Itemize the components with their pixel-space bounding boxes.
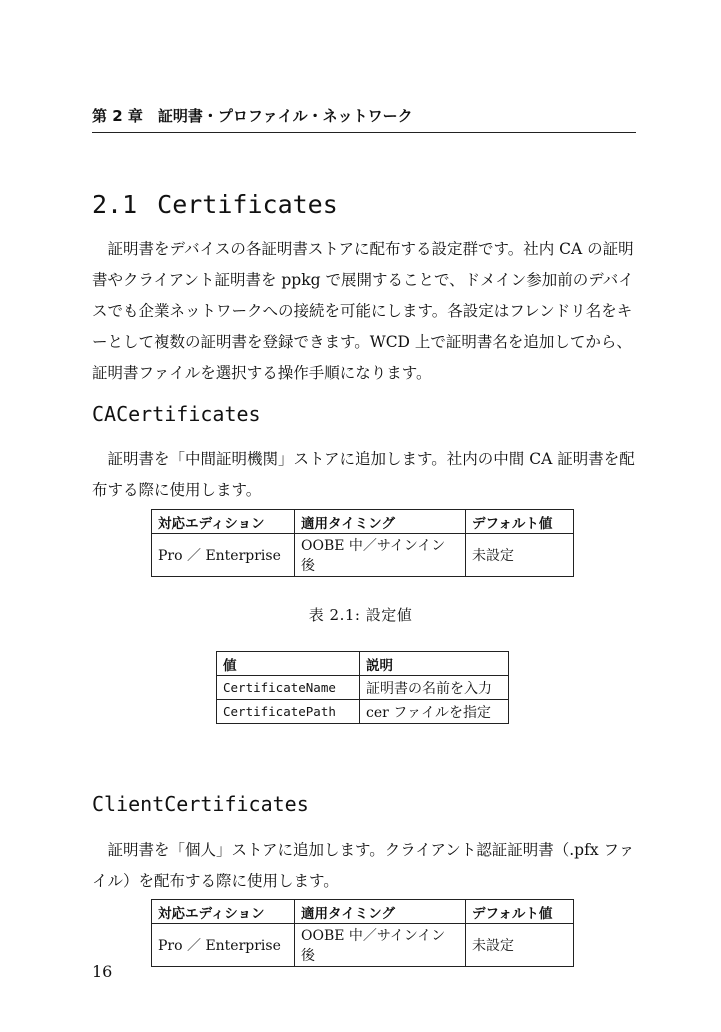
section-title-text: Certificates — [157, 190, 338, 219]
table-cell: OOBE 中／サインイン後 — [295, 534, 466, 577]
table-header-row — [217, 652, 509, 676]
client-certificates-heading: ClientCertificates — [92, 792, 309, 816]
table-caption: 表 2.1: 設定値 — [308, 606, 413, 624]
table-cell: CertificateName — [217, 676, 360, 700]
table-header-cell: デフォルト値 — [466, 510, 574, 534]
section-number: 2.1 — [92, 190, 138, 219]
table-cell: cer ファイルを指定 — [360, 700, 509, 724]
table-header-cell: デフォルト値 — [466, 900, 574, 924]
table-cell: CertificatePath — [217, 700, 360, 724]
table-row — [217, 700, 509, 724]
ca-certificates-paragraph: 証明書を「中間証明機関」ストアに追加します。社内の中間 CA 証明書を配布する際に使用します。 — [92, 450, 635, 499]
table-header-cell: 適用タイミング — [295, 510, 466, 534]
table-cell: OOBE 中／サインイン後 — [295, 924, 466, 967]
table-row — [152, 924, 574, 967]
table-header-row — [152, 900, 574, 924]
section-title — [92, 190, 338, 219]
table-row — [152, 534, 574, 577]
table-cell: 未設定 — [466, 924, 574, 967]
page-number: 16 — [92, 962, 113, 981]
table-header-cell: 値 — [217, 652, 360, 676]
table-cell: 未設定 — [466, 534, 574, 577]
table-header-cell: 対応エディション — [152, 900, 295, 924]
running-head: 第 2 章 証明書・プロファイル・ネットワーク — [92, 105, 636, 133]
table-row — [217, 676, 509, 700]
intro-paragraph: 証明書をデバイスの各証明書ストアに配布する設定群です。社内 CA の証明書やクライアント証明書を ppkg で展開することで、ドメイン参加前のデバイスでも企業ネットワークへの接続を可能にします。各設定はフレンドリ名をキーとして複数の証明書を登録できます。WCD 上で証明書名を追加してから、証明書ファイルを選択する操作手順になります。 — [92, 240, 634, 382]
table-header-cell: 適用タイミング — [295, 900, 466, 924]
table-cell: Pro ／ Enterprise — [152, 534, 295, 577]
table-cell: Pro ／ Enterprise — [152, 924, 295, 967]
table-header-cell: 対応エディション — [152, 510, 295, 534]
ca-certificates-heading: CACertificates — [92, 402, 261, 426]
client-edition-table — [151, 899, 574, 967]
ca-value-table — [216, 651, 509, 724]
table-header-cell: 説明 — [360, 652, 509, 676]
client-certificates-paragraph: 証明書を「個人」ストアに追加します。クライアント認証証明書（.pfx ファイル）を配布する際に使用します。 — [92, 841, 635, 890]
table-cell: 証明書の名前を入力 — [360, 676, 509, 700]
table-header-row — [152, 510, 574, 534]
ca-edition-table — [151, 509, 574, 577]
